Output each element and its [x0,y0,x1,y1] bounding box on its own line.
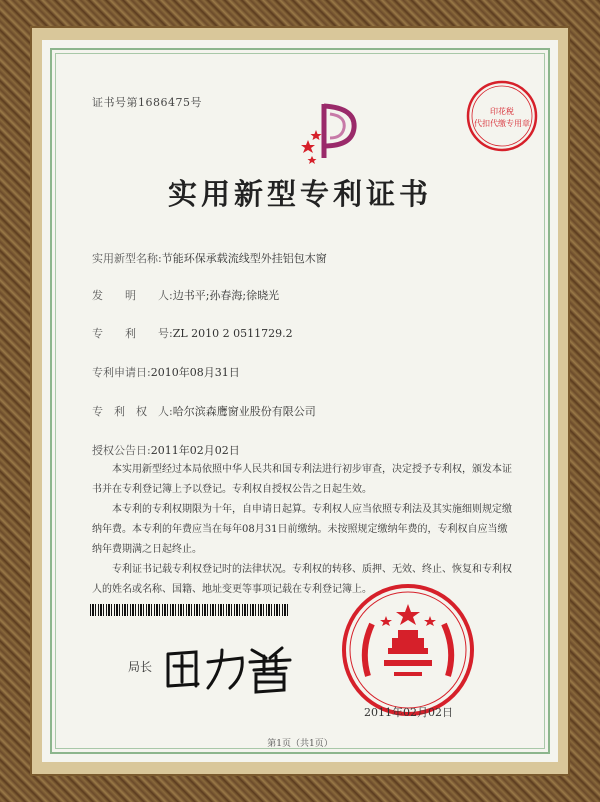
field-value: 2011年02月02日 [150,444,240,457]
patent-office-logo-icon [294,96,364,166]
field-label: 专利申请日: [92,366,151,379]
svg-text:印花税: 印花税 [490,107,514,116]
field-label: 专 利 权 人: [92,405,173,418]
field-grant-date [92,442,240,458]
certificate-paper [42,40,558,762]
director-label: 局长 [128,660,153,674]
field-value: 节能环保承载流线型外挂铝包木窗 [161,252,327,265]
field-inventor [92,287,279,303]
field-label: 授权公告日: [92,444,151,457]
barcode [90,604,288,616]
body-paragraph: 本实用新型经过本局依照中华人民共和国专利法进行初步审查，决定授予专利权，颁发本证书并在专利登记簿上予以登记。专利权自授权公告之日起生效。 [92,464,512,495]
field-label: 实用新型名称: [92,252,162,265]
field-utility-model-name [92,250,327,266]
small-seal-stamp [462,76,542,156]
field-filing-date [92,364,240,380]
director-signature [160,636,300,696]
certificate-title: 实用新型专利证书 [167,177,432,211]
svg-text:代扣代缴专用章: 代扣代缴专用章 [474,119,530,128]
field-label: 发 明 人: [92,289,173,302]
certificate-number: 证书号第1686475号 [92,96,202,109]
field-patentee [92,403,316,419]
field-value: 2010年08月31日 [150,366,240,379]
body-paragraph: 专利证书记载专利权登记时的法律状况。专利权的转移、质押、无效、终止、恢复和专利权人的姓名或名称、国籍、地址变更等事项记载在专利登记簿上。 [92,564,512,595]
field-label: 专 利 号: [92,327,173,340]
field-value: 边书平;孙春海;徐晓光 [172,289,280,302]
body-paragraph: 本专利的专利权期限为十年，自申请日起算。专利权人应当依照专利法及其实施细则规定缴纳年费。本专利的年费应当在每年08月31日前缴纳。未按照规定缴纳年费的，专利权自应当缴纳年费期满之日起终止。 [92,504,512,555]
field-value: 哈尔滨森鹰窗业股份有限公司 [172,405,316,418]
field-value: ZL 2010 2 0511729.2 [172,327,293,340]
national-ip-office-seal [338,580,478,720]
seal-date: 2011年02月02日 [364,706,453,719]
field-patent-number [92,325,293,341]
page-number: 第1页（共1页） [267,739,333,749]
